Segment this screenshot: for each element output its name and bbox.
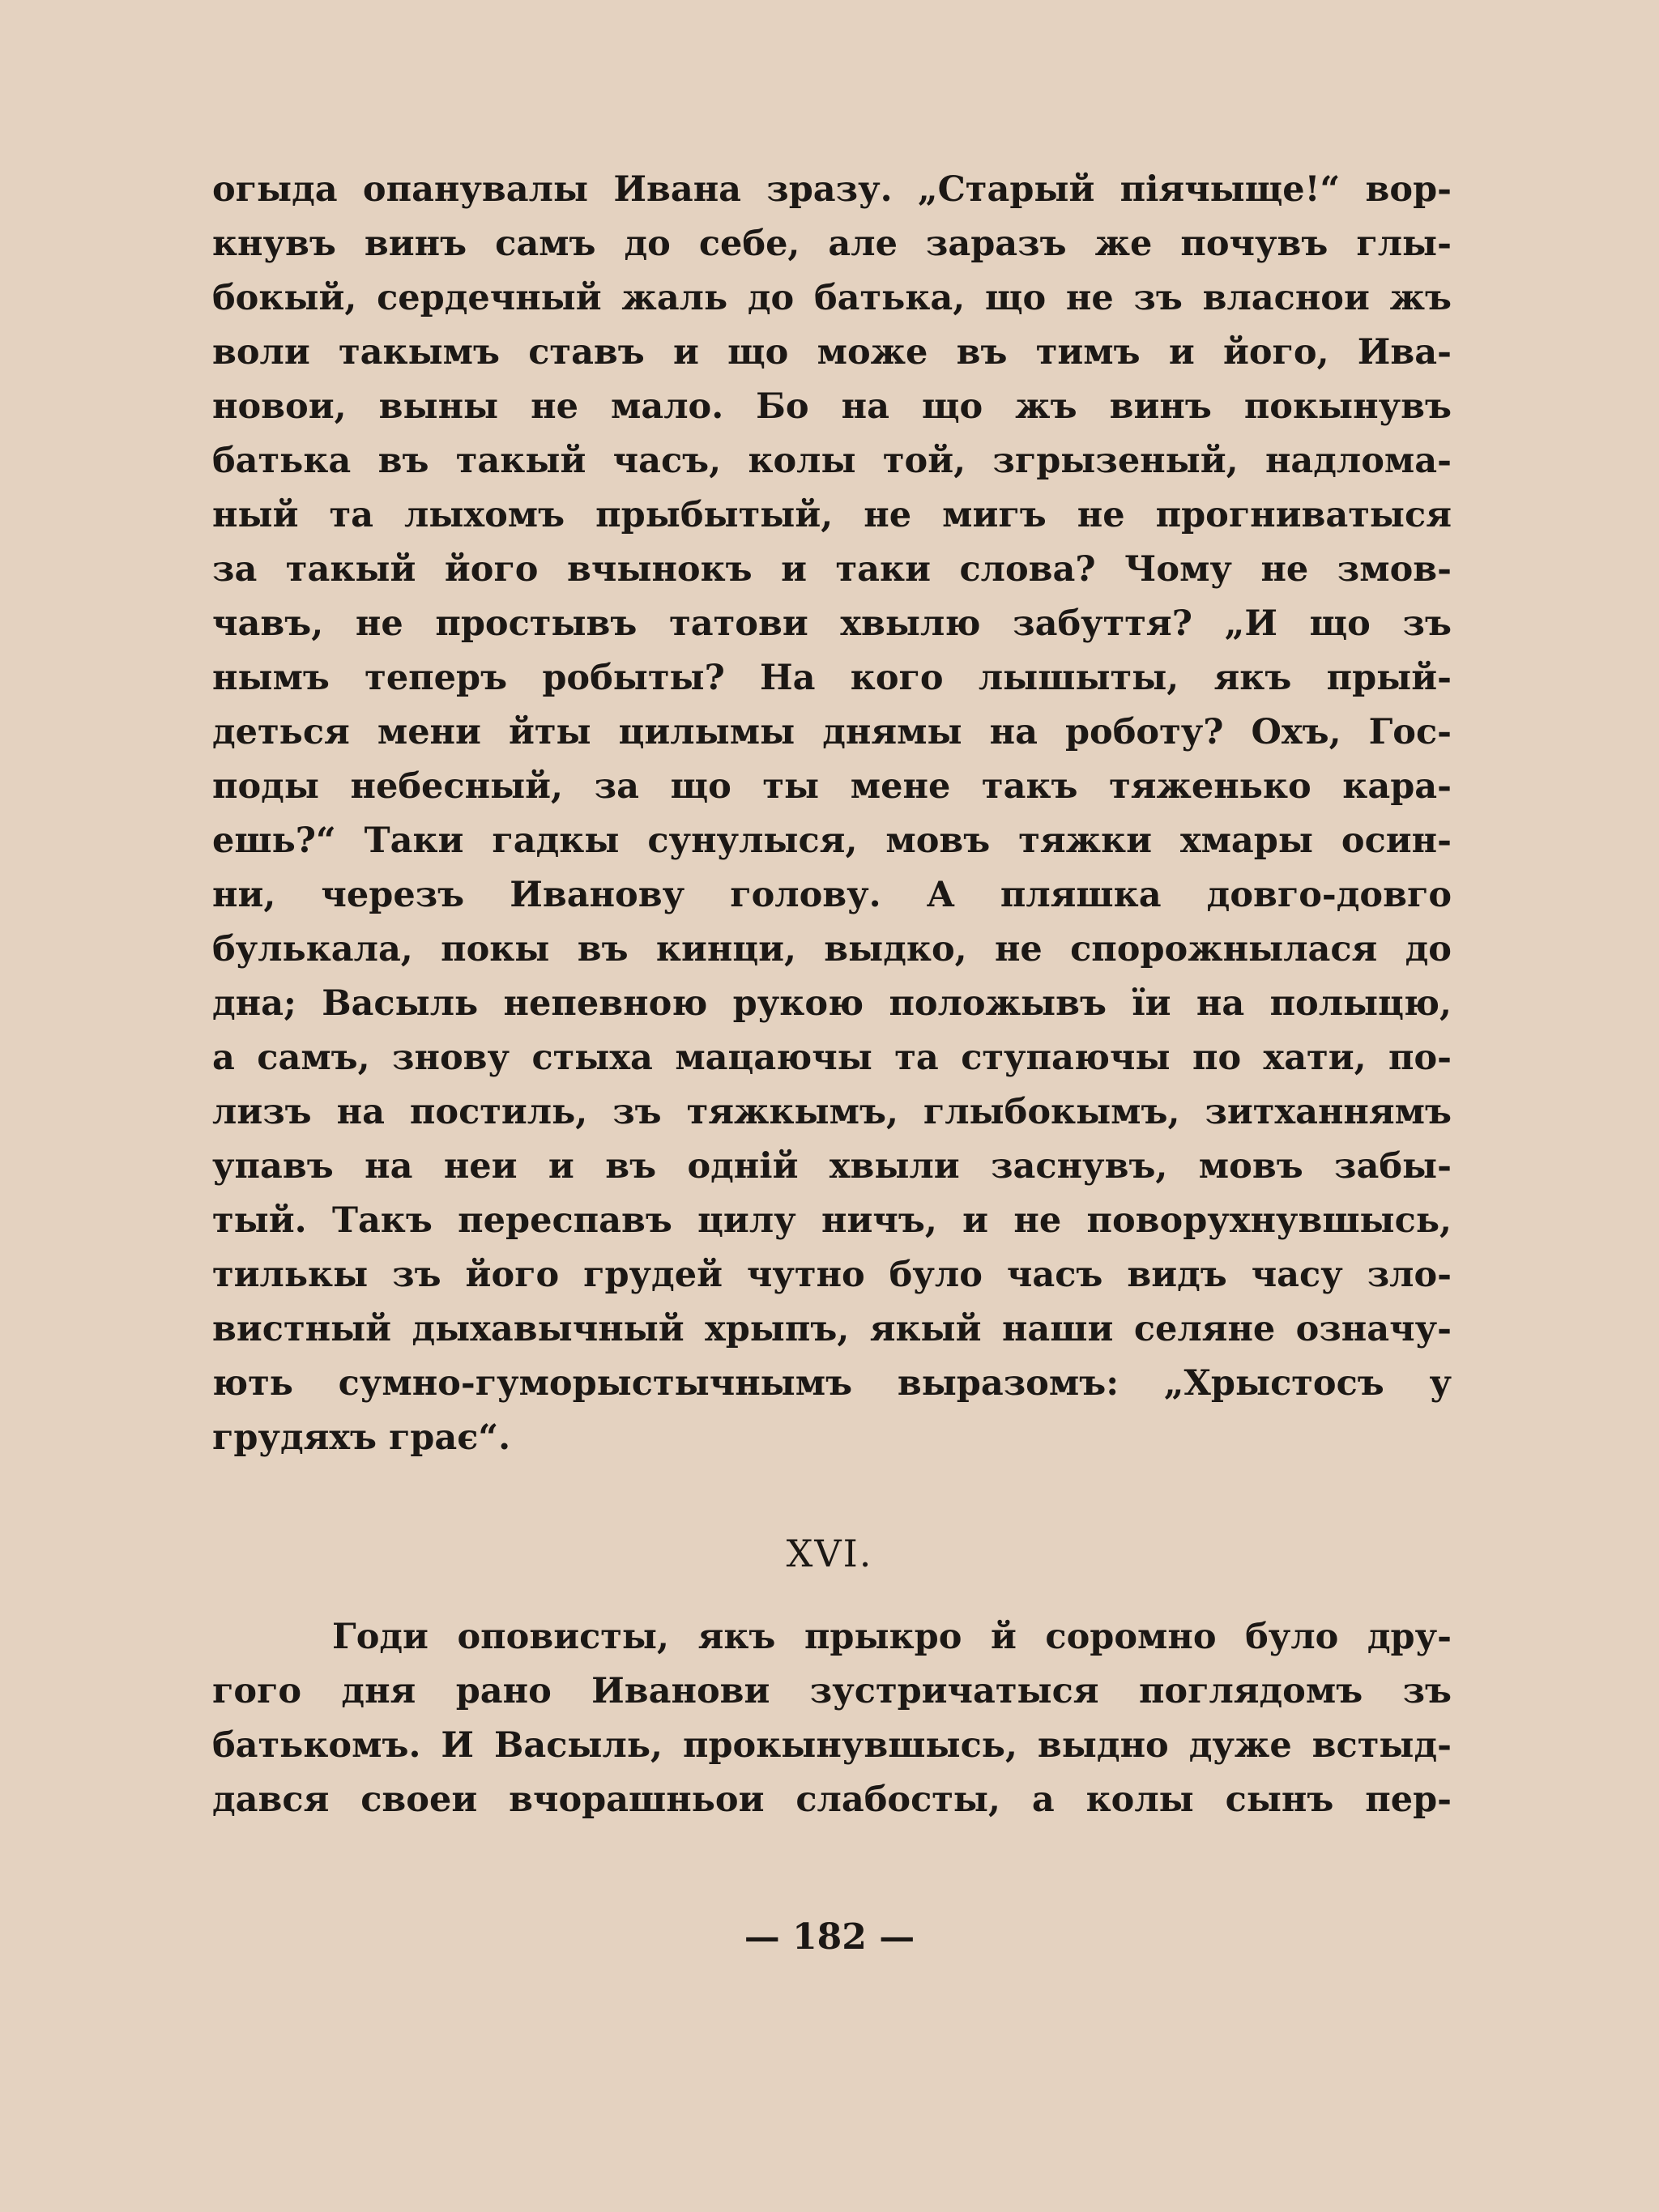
text-line: лизъ на постиль, зъ тяжкымъ, глыбокымъ, зитханнямъ — [212, 1092, 1452, 1132]
text-line: Годи оповисты, якъ прыкро й соромно було дру- — [332, 1617, 1452, 1657]
text-line: кнувъ винъ самъ до себе, але заразъ же почувъ глы- — [212, 224, 1452, 264]
paragraph-1 — [212, 163, 1452, 1465]
text-line: тилькы зъ його грудей чутно було часъ видъ часу зло- — [212, 1255, 1452, 1295]
text-line: чавъ, не простывъ татови хвылю забуття? „И що зъ — [212, 603, 1452, 644]
chapter-heading: XVI. — [786, 1532, 873, 1575]
text-line: воли такымъ ставъ и що може въ тимъ и його, Ива- — [212, 332, 1452, 373]
text-line: вистный дыхавычный хрыпъ, якый наши селяне означу- — [212, 1309, 1452, 1349]
text-line: бокый, сердечный жаль до батька, що не зъ власнои жъ — [212, 278, 1452, 318]
text-line: деться мени йты цилымы днямы на роботу? Охъ, Гос- — [212, 712, 1452, 752]
paragraph-2 — [212, 1610, 1452, 1827]
text-line: новои, выны не мало. Бо на що жъ винъ покынувъ — [212, 386, 1452, 427]
page-number: — 182 — — [744, 1916, 915, 1958]
text-line: гого дня рано Иванови зустричатыся поглядомъ зъ — [212, 1671, 1452, 1711]
text-line: огыда опанувалы Ивана зразу. „Старый піячыще!“ вор- — [212, 169, 1452, 210]
text-line: дна; Васыль непевною рукою положывъ ïи на полыцю, — [212, 983, 1452, 1024]
text-line: ешь?“ Таки гадкы сунулыся, мовъ тяжки хмары осин- — [212, 820, 1452, 861]
text-line: булькала, покы въ кинци, выдко, не спорожнылася до — [212, 929, 1452, 970]
text-line: ють сумно-гуморыстычнымъ выразомъ: „Хрыстосъ у — [212, 1363, 1452, 1404]
text-line: ни, черезъ Иванову голову. А пляшка довго-довго — [212, 875, 1452, 915]
text-line: нымъ теперъ робыты? На кого лышыты, якъ прый- — [212, 658, 1452, 698]
text-line: за такый його вчынокъ и таки слова? Чому не змов- — [212, 549, 1452, 590]
text-line: поды небесный, за що ты мене такъ тяженько кара- — [212, 766, 1452, 807]
text-line: тый. Такъ переспавъ цилу ничъ, и не поворухнувшысь, — [212, 1200, 1452, 1241]
text-line: батька въ такый часъ, колы той, згрызеный, надлома- — [212, 441, 1452, 481]
text-line: ный та лыхомъ прыбытый, не мигъ не прогниватыся — [212, 495, 1452, 535]
text-line: а самъ, знову стыха мацаючы та ступаючы по хати, по- — [212, 1038, 1452, 1078]
text-line: батькомъ. И Васыль, прокынувшысь, выдно дуже встыд- — [212, 1725, 1452, 1766]
text-line: дався своеи вчорашньои слабосты, а колы сынъ пер- — [212, 1779, 1452, 1820]
text-line: грудяхъ грає“. — [212, 1417, 511, 1458]
text-line: упавъ на неи и въ одній хвыли заснувъ, мовъ забы- — [212, 1146, 1452, 1187]
